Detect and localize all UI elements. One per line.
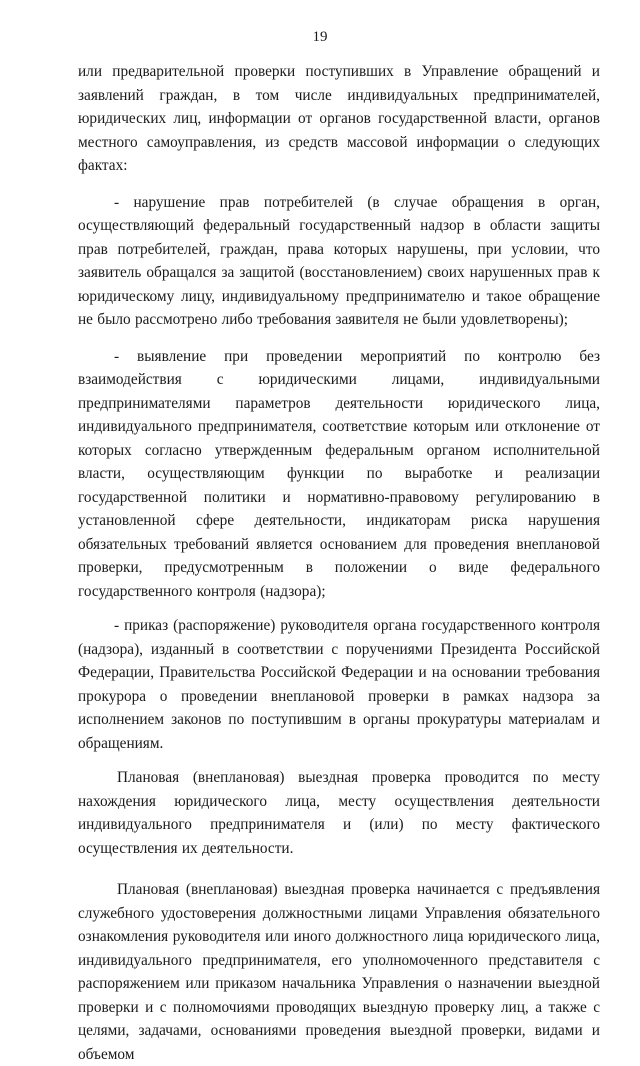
paragraph-inspection-location: Плановая (внеплановая) выездная проверка проводится по месту нахождения юридического лица, месту осуществления деятельности индивидуального предпринимателя и (или) по месту фактического осуществления их деятельности. xyxy=(78,769,600,857)
paragraph-intro: или предварительной проверки поступивших в Управление обращений и заявлений граждан, в том числе индивидуальных предпринимателей, юридических лиц, информации от органов государственной власти, органов местного самоуправления, из средств массовой информации о следующих фактах: xyxy=(78,63,600,174)
list-item-consumer-rights: - нарушение прав потребителей (в случае обращения в орган, осуществляющий федеральный государственный надзор в области защиты прав потребителей, граждан, права которых нарушены, при условии, что заявитель обращался за защитой (восстановлением) своих нарушенных прав к юридическому лицу, индивидуальному предпринимателю и такое обращение не было рассмотрено либо требования заявителя не были удовлетворены); xyxy=(78,193,600,328)
list-item-order: - приказ (распоряжение) руководителя органа государственного контроля (надзора), изданный в соответствии с поручениями Президента Российской Федерации, Правительства Российской Федерации и на основании требования прокурора о проведении внеплановой проверки в рамках надзора за исполнением законов по поступившим в органы прокуратуры материалам и обращениям. xyxy=(78,617,600,752)
paragraph-inspection-start: Плановая (внеплановая) выездная проверка начинается с предъявления служебного удостоверения должностными лицами Управления обязательного ознакомления руководителя или иного должностного лица юридического лица, индивидуального предпринимателя, его уполномоченного представителя с распоряжением или приказом начальника Управления о назначении выездной проверки и с полномочиями проводящих выездную проверку лиц, а также с целями, задачами, основаниями проведения выездной проверки, видами и объемом xyxy=(78,881,600,1063)
page-number: 19 xyxy=(312,29,328,45)
document-body xyxy=(78,60,600,1066)
list-item-risk-indicators: - выявление при проведении мероприятий по контролю без взаимодействия с юридическими лицами, индивидуальными предпринимателями параметров деятельности юридического лица, индивидуального предпринимателя, соответствие которым или отклонение от которых согласно утвержденным федеральным органом исполнительной власти, осуществляющим функции по выработке и реализации государственной политики и нормативно-правовому регулированию в установленной сфере деятельности, индикаторам риска нарушения обязательных требований является основанием для проведения внеплановой проверки, предусмотренным в положении о виде федерального государственного контроля (надзора); xyxy=(78,347,600,600)
